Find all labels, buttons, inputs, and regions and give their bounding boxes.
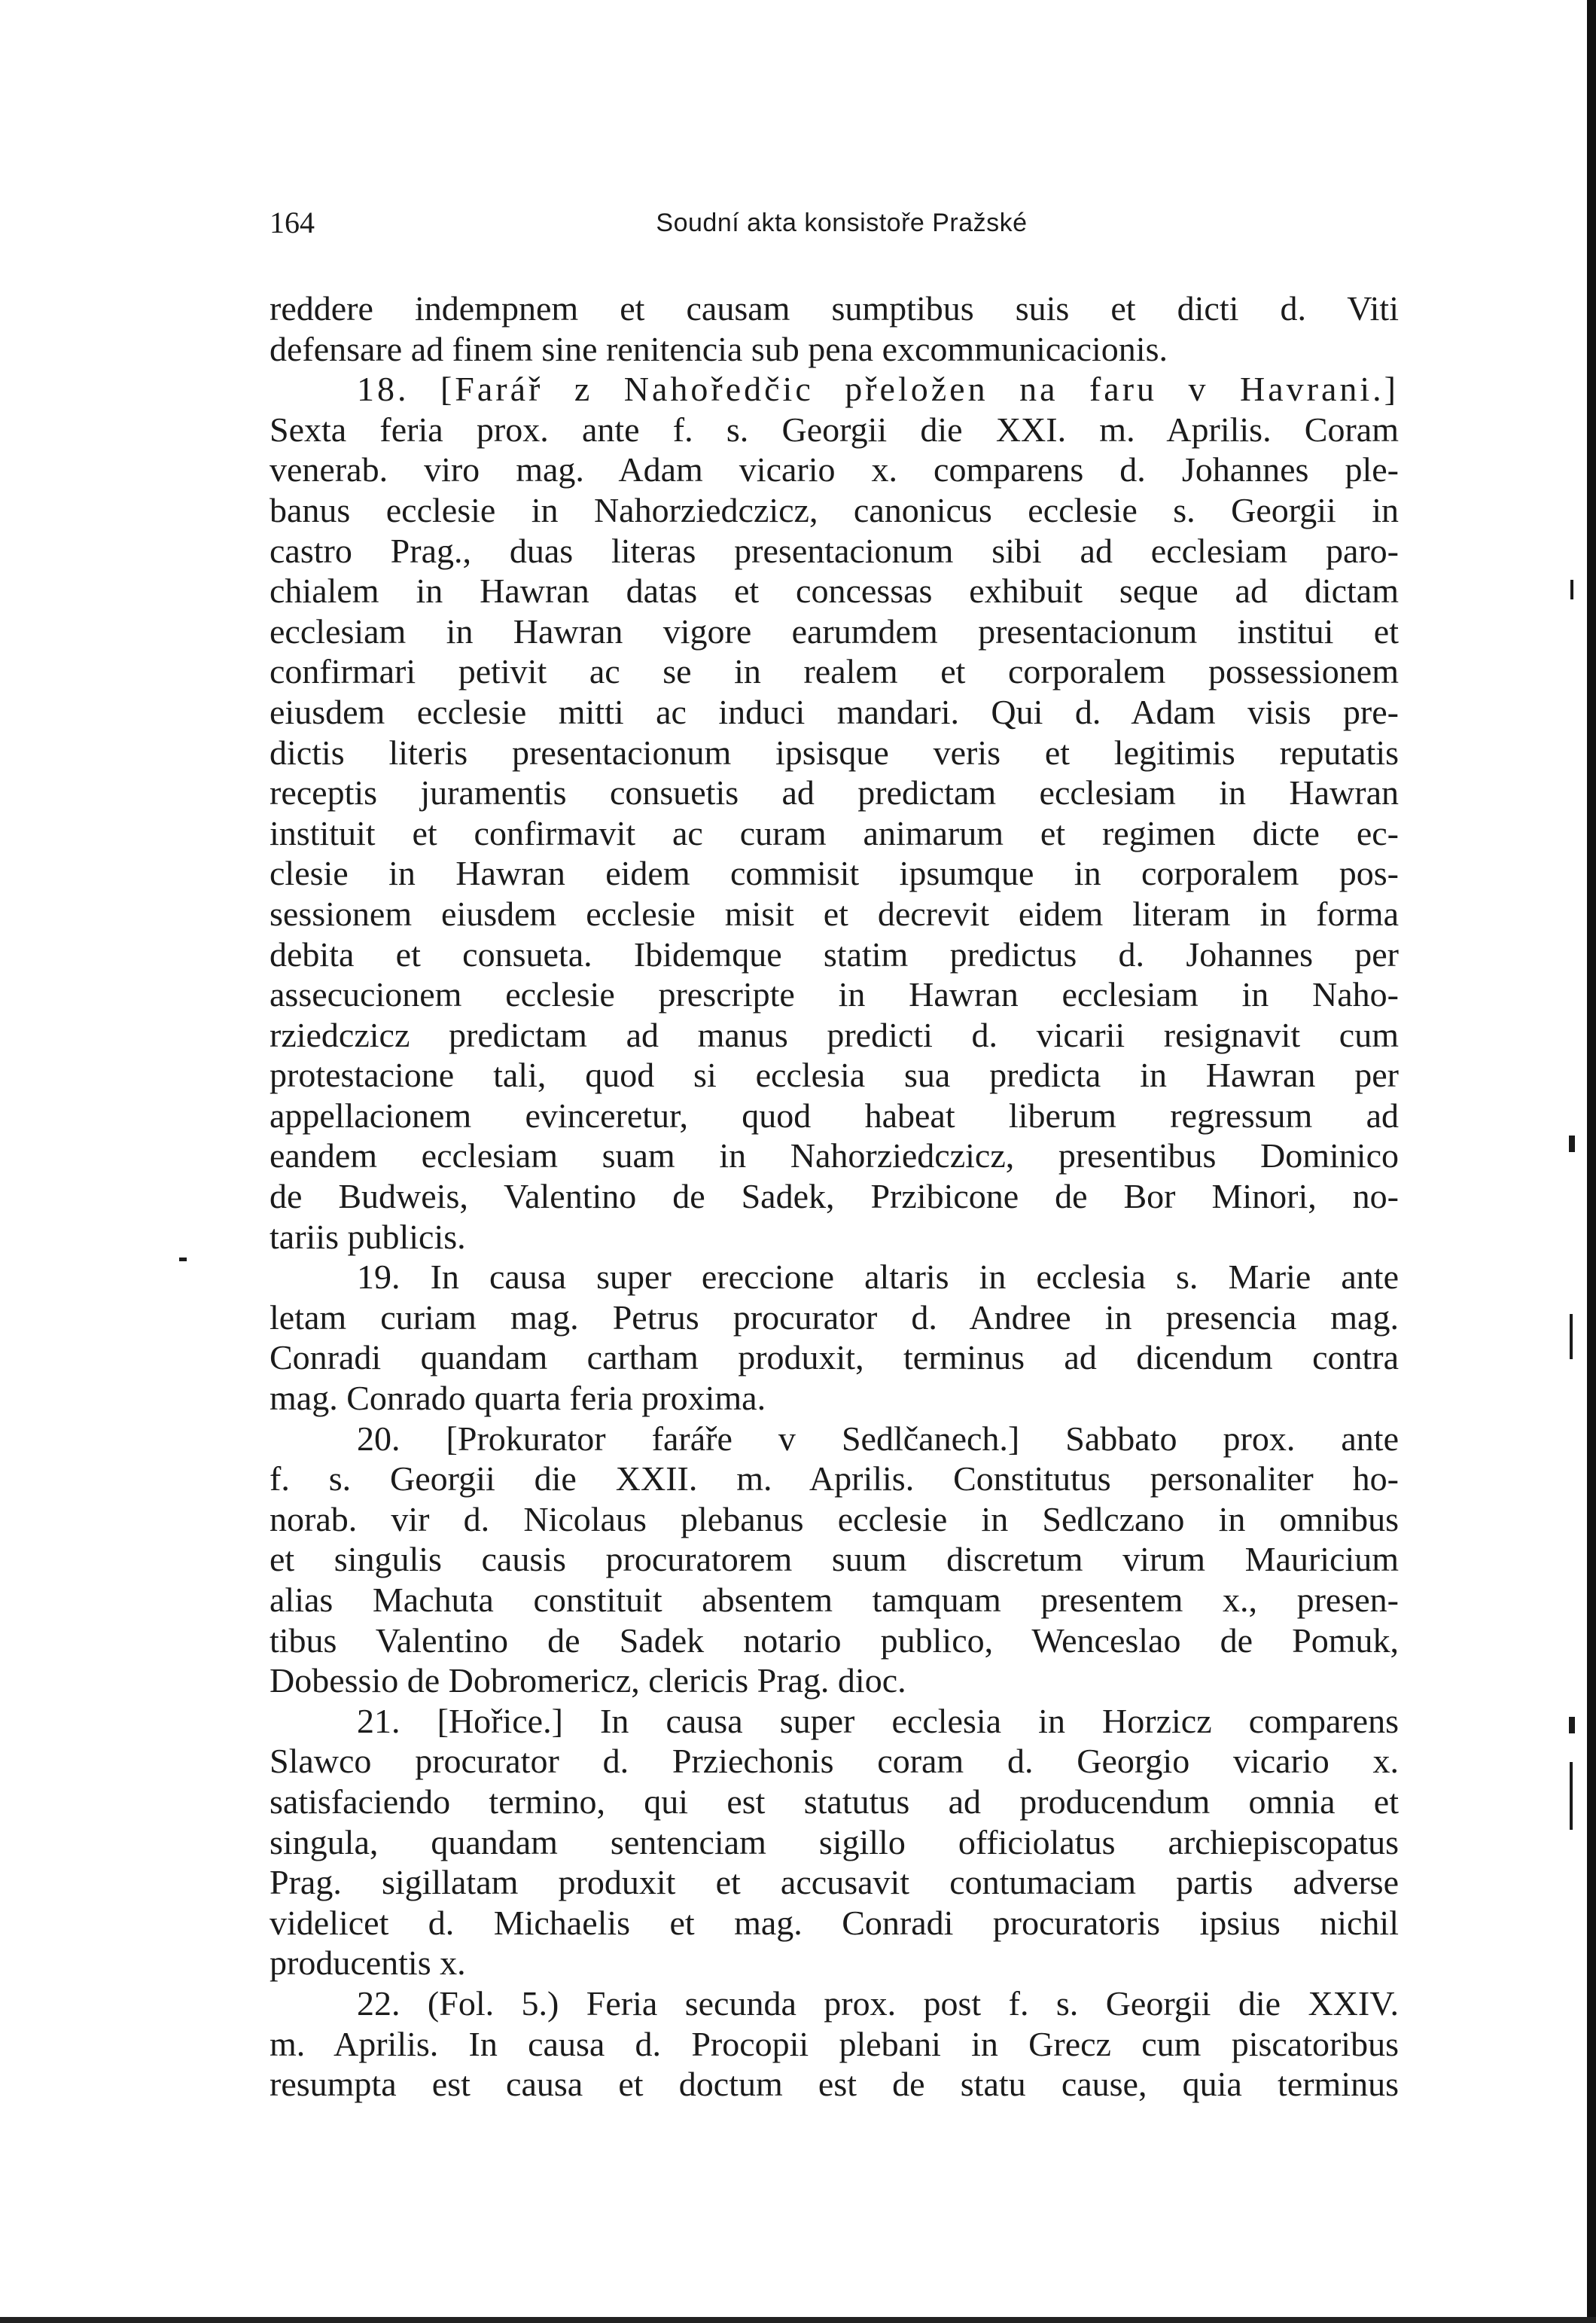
text-line: dictis literis presentacionum ipsisque veris et legitimis reputatis <box>270 733 1399 772</box>
running-head: Soudní akta konsistoře Pražské <box>656 209 1028 237</box>
text-line: singula, quandam sentenciam sigillo officiolatus archiepiscopatus <box>270 1822 1399 1861</box>
text-line: protestacione tali, quod si ecclesia sua predicta in Hawran per <box>270 1056 1399 1095</box>
text-line: letam curiam mag. Petrus procurator d. Andree in presencia mag. <box>270 1297 1399 1337</box>
text-line: et singulis causis procuratorem suum discretum virum Mauricium <box>270 1540 1399 1579</box>
text-line: rziedczicz predictam ad manus predicti d. vicarii resignavit cum <box>270 1015 1399 1054</box>
text-line: confirmari petivit ac se in realem et corporalem possessionem <box>270 652 1399 691</box>
text-line: eandem ecclesiam suam in Nahorziedczicz, presentibus Dominico <box>270 1136 1399 1175</box>
text-line: tibus Valentino de Sadek notario publico, Wenceslao de Pomuk, <box>270 1620 1399 1660</box>
entry-heading-20: 20. [Prokurator faráře v Sedlčanech.] Sabbato prox. ante <box>357 1419 1399 1458</box>
text-line: de Budweis, Valentino de Sadek, Przibicone de Bor Minori, no- <box>270 1177 1399 1216</box>
text-line: defensare ad finem sine renitencia sub pena excommunicacionis. <box>270 329 1168 368</box>
text-line: instituit et confirmavit ac curam animarum et regimen dicte ec- <box>270 813 1399 852</box>
text-line: eiusdem ecclesie mitti ac induci mandari. Qui d. Adam visis pre- <box>270 692 1399 731</box>
text-line: norab. vir d. Nicolaus plebanus ecclesie in Sedlczano in omnibus <box>270 1499 1399 1538</box>
text-line: Dobessio de Dobromericz, clericis Prag. dioc. <box>270 1661 906 1700</box>
text-line: banus ecclesie in Nahorziedczicz, canonicus ecclesie s. Georgii in <box>270 490 1399 529</box>
entry-heading-18: 18. [Farář z Nahoředčic přeložen na faru v Havrani.] <box>357 370 1399 409</box>
text-line: assecucionem ecclesie prescripte in Hawran ecclesiam in Naho- <box>270 975 1399 1014</box>
entry-heading-19: 19. In causa super ereccione altaris in ecclesia s. Marie ante <box>357 1258 1399 1297</box>
text-line: resumpta est causa et doctum est de statu cause, quia terminus <box>270 2065 1399 2104</box>
text-line: appellacionem evinceretur, quod habeat liberum regressum ad <box>270 1096 1399 1135</box>
text-line: debita et consueta. Ibidemque statim predictus d. Johannes per <box>270 934 1399 974</box>
body-text <box>270 288 1399 2105</box>
text-line: chialem in Hawran datas et concessas exhibuit seque ad dictam <box>270 572 1399 611</box>
margin-mark <box>1569 1717 1575 1733</box>
text-line: ecclesiam in Hawran vigore earumdem presentacionum institui et <box>270 611 1399 651</box>
text-line: Slawco procurator d. Prziechonis coram d. Georgio vicario x. <box>270 1742 1399 1781</box>
page-edge-shadow <box>1587 0 1596 2323</box>
text-line: videlicet d. Michaelis et mag. Conradi procuratoris ipsius nichil <box>270 1903 1399 1942</box>
text-line: alias Machuta constituit absentem tamquam presentem x., presen- <box>270 1581 1399 1619</box>
text-line: reddere indempnem et causam sumptibus suis et dicti d. Viti <box>270 289 1399 328</box>
text-line: f. s. Georgii die XXII. m. Aprilis. Constitutus personaliter ho- <box>270 1459 1399 1498</box>
page-number: 164 <box>270 206 315 239</box>
entry-heading-22: 22. (Fol. 5.) Feria secunda prox. post f. s. Georgii die XXIV. <box>357 1983 1399 2023</box>
text-line: mag. Conrado quarta feria proxima. <box>270 1379 766 1418</box>
margin-mark <box>179 1258 187 1261</box>
entry-heading-21: 21. [Hořice.] In causa super ecclesia in Horzicz comparens <box>357 1701 1399 1740</box>
text-line: venerab. viro mag. Adam vicario x. comparens d. Johannes ple- <box>270 450 1399 489</box>
text-line: Prag. sigillatam produxit et accusavit contumaciam partis adverse <box>270 1863 1399 1902</box>
page-bottom-shadow <box>0 2317 1596 2323</box>
page-header <box>270 200 1399 245</box>
text-line: castro Prag., duas literas presentacionum sibi ad ecclesiam paro- <box>270 531 1399 570</box>
text-line: sessionem eiusdem ecclesie misit et decrevit eidem literam in forma <box>270 894 1399 933</box>
text-line: Conradi quandam cartham produxit, terminus ad dicendum contra <box>270 1338 1399 1377</box>
text-line: satisfaciendo termino, qui est statutus ad producendum omnia et <box>270 1782 1399 1821</box>
text-line: producentis x. <box>270 1943 466 1983</box>
text-line: receptis juramentis consuetis ad predictam ecclesiam in Hawran <box>270 773 1399 812</box>
text-line: tariis publicis. <box>270 1217 466 1256</box>
text-line: Sexta feria prox. ante f. s. Georgii die XXI. m. Aprilis. Coram <box>270 410 1399 449</box>
text-line: clesie in Hawran eidem commisit ipsumque in corporalem pos- <box>270 854 1399 893</box>
margin-mark <box>1570 1762 1573 1830</box>
margin-mark <box>1570 1314 1573 1359</box>
margin-mark <box>1569 1136 1575 1152</box>
text-line: m. Aprilis. In causa d. Procopii plebani in Grecz cum piscatoribus <box>270 2024 1399 2063</box>
margin-mark <box>1570 580 1573 599</box>
